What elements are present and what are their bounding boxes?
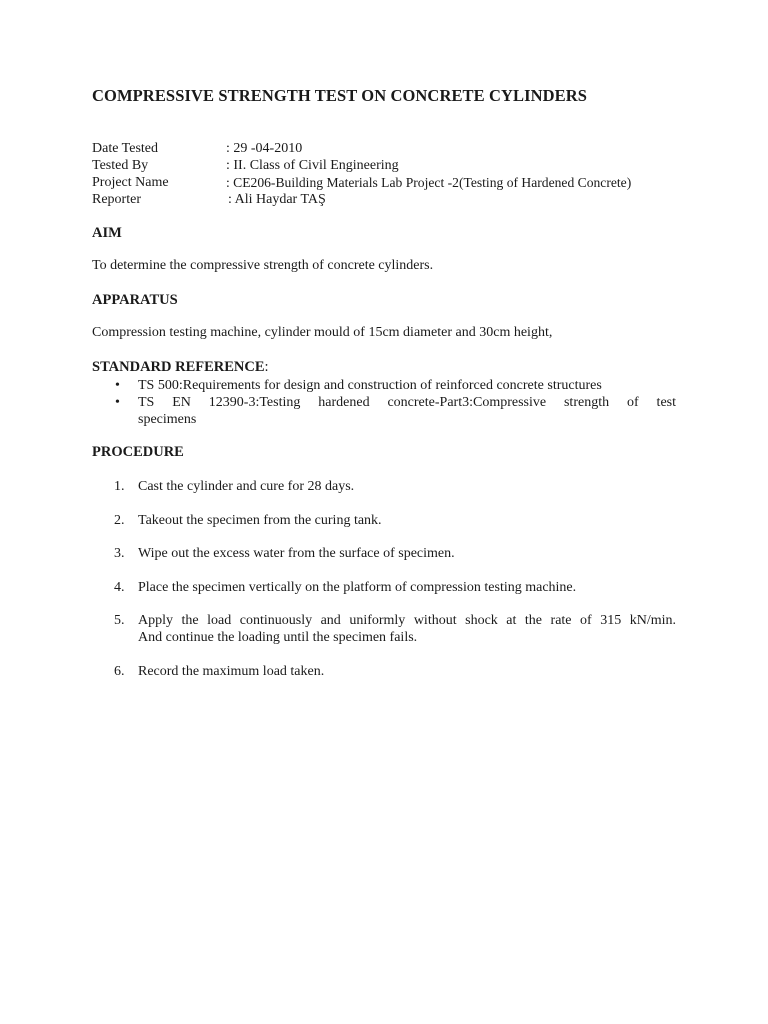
standard-reference-heading-text: STANDARD REFERENCE (92, 359, 265, 375)
list-item (92, 394, 676, 428)
meta-row-project-name (92, 174, 692, 191)
step-number: 6. (114, 663, 125, 679)
list-item (92, 663, 676, 680)
procedure-list (92, 478, 676, 696)
aim-text: To determine the compressive strength of concrete cylinders. (92, 258, 434, 273)
meta-row-tested-by (92, 157, 692, 174)
meta-value: : CE206-Building Materials Lab Project -2(Testing of Hardened Concrete) (226, 175, 632, 190)
step-text: Place the specimen vertically on the platform of compression testing machine. (138, 579, 577, 595)
list-item (92, 478, 676, 495)
list-item (92, 612, 676, 646)
test-info-block (92, 140, 692, 208)
step-text-continued: And continue the loading until the specimen fails. (138, 630, 418, 645)
list-item (92, 579, 676, 596)
list-item (92, 512, 676, 529)
step-number: 3. (114, 546, 125, 561)
bullet-icon: • (115, 395, 120, 410)
meta-label: Date Tested (92, 141, 159, 156)
reference-text-continued: specimens (138, 412, 197, 427)
meta-value: : Ali Haydar TAŞ (228, 192, 326, 207)
list-item (92, 377, 676, 394)
aim-heading: AIM (92, 225, 122, 241)
step-text: Record the maximum load taken. (138, 663, 325, 679)
reference-text: TS EN 12390-3:Testing hardened concrete-Part3:Compressive strength of test (138, 395, 676, 410)
step-number: 4. (114, 579, 125, 595)
apparatus-text: Compression testing machine, cylinder mould of 15cm diameter and 30cm height, (92, 325, 553, 340)
apparatus-heading: APPARATUS (92, 292, 178, 308)
bullet-icon: • (115, 378, 120, 393)
standard-reference-list (92, 377, 676, 428)
step-text: Apply the load continuously and uniformly without shock at the rate of 315 kN/min. (138, 613, 676, 628)
step-number: 5. (114, 613, 125, 628)
meta-row-date (92, 140, 692, 157)
step-number: 2. (114, 512, 125, 528)
step-number: 1. (114, 479, 125, 494)
heading-colon: : (264, 359, 269, 375)
step-text: Cast the cylinder and cure for 28 days. (138, 479, 355, 494)
standard-reference-heading (92, 359, 269, 376)
list-item (92, 545, 676, 562)
meta-label: Project Name (92, 175, 169, 190)
step-text: Takeout the specimen from the curing tank. (138, 512, 382, 528)
meta-value: : 29 -04-2010 (226, 141, 303, 156)
meta-row-reporter (92, 191, 692, 208)
meta-value: : II. Class of Civil Engineering (226, 158, 399, 173)
reference-text: TS 500:Requirements for design and construction of reinforced concrete structures (138, 378, 602, 393)
step-text: Wipe out the excess water from the surface of specimen. (138, 546, 455, 561)
document-title: COMPRESSIVE STRENGTH TEST ON CONCRETE CYLINDERS (92, 86, 588, 105)
meta-label: Tested By (92, 158, 149, 173)
meta-label: Reporter (92, 192, 141, 207)
procedure-heading: PROCEDURE (92, 444, 184, 460)
